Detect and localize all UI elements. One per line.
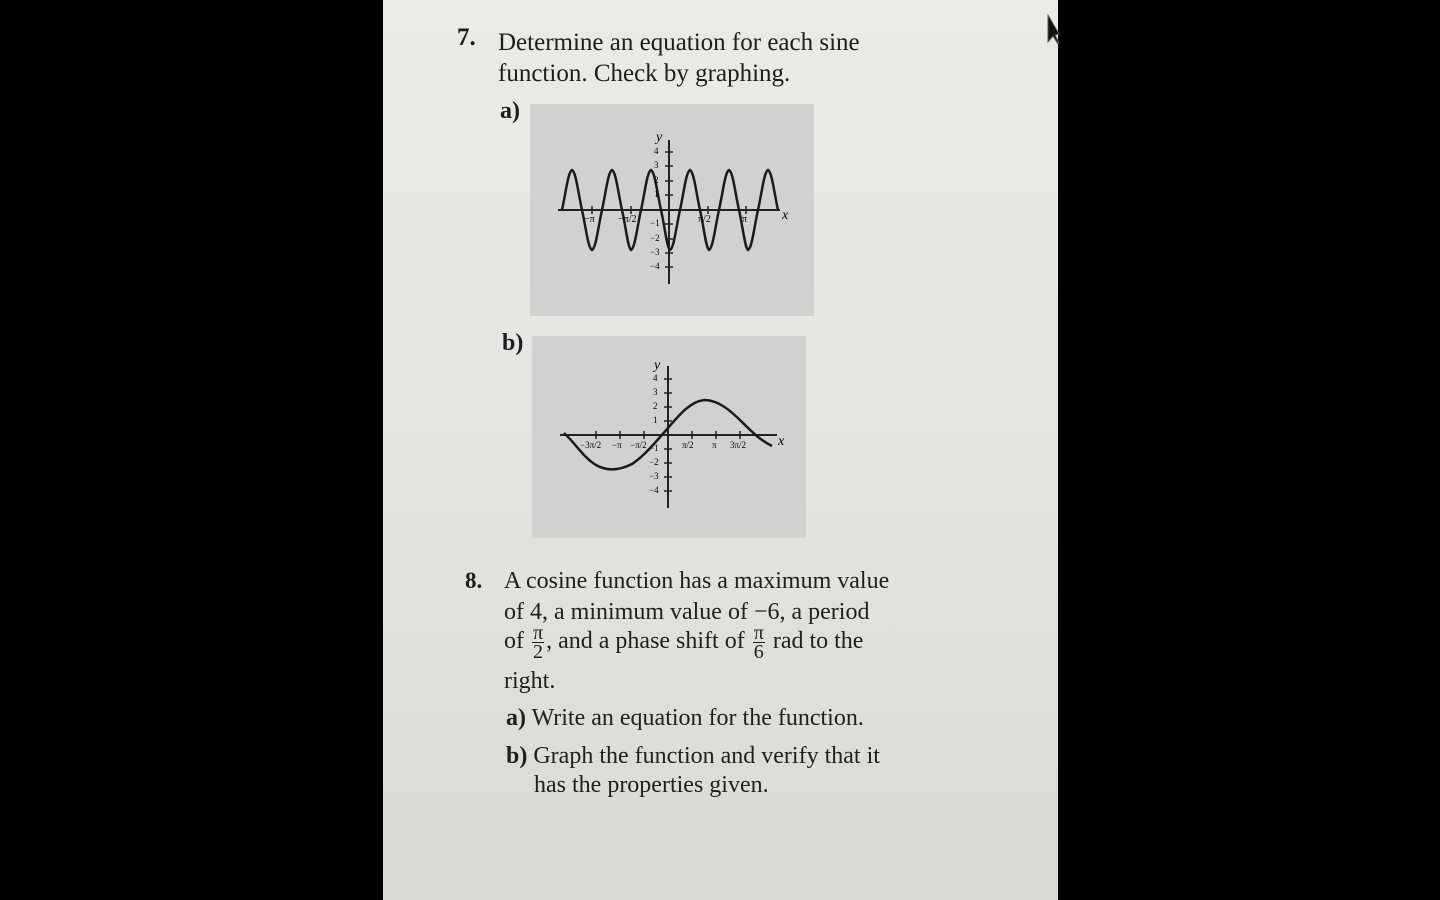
textbook-page	[383, 0, 1058, 900]
graph-b-y-tick-3: 3	[653, 387, 658, 397]
graph-a-y-tick-neg1: −1	[650, 218, 660, 228]
graph-b-y-tick-4: 4	[653, 373, 658, 383]
question-8-phase-shift-text: , and a phase shift of	[546, 628, 745, 655]
fraction-pi-over-2	[532, 624, 544, 661]
graph-b-y-tick-1: 1	[653, 415, 658, 425]
question-8-part-b-label: b)	[506, 743, 528, 769]
question-8-part-a	[506, 705, 864, 732]
fraction-pi-over-6-denominator: 6	[753, 641, 764, 663]
fraction-pi-over-6-numerator: π	[753, 622, 764, 644]
graph-a-svg	[530, 104, 814, 316]
question-8-line-4: right.	[504, 668, 556, 694]
question-8-line-1: A cosine function has a maximum value	[504, 568, 890, 594]
question-8-number: 8.	[465, 568, 483, 593]
graph-b-y-tick-neg2: −2	[649, 457, 659, 467]
question-8-part-a-text: Write an equation for the function.	[531, 705, 864, 731]
graph-b-x-label: x	[778, 434, 785, 449]
graph-a-y-tick-neg4: −4	[650, 261, 660, 271]
graph-b-x-tick-neg-3half-pi: −3π/2	[580, 440, 602, 450]
graph-b-x-tick-half-pi: π/2	[682, 440, 694, 450]
graph-b-x-tick-3half-pi: 3π/2	[730, 440, 747, 450]
graph-a-x-tick-half-pi: π/2	[698, 214, 711, 225]
question-8-part-b-line-2: has the properties given.	[534, 772, 769, 798]
graph-b-y-tick-neg1: −1	[649, 443, 659, 453]
graph-b-x-tick-pi: π	[712, 440, 717, 450]
graph-b-y-label: y	[654, 358, 661, 373]
graph-b-y-tick-neg3: −3	[649, 471, 659, 481]
graph-a-y-tick-1: 1	[654, 189, 659, 199]
fraction-pi-over-2-numerator: π	[533, 622, 544, 644]
graph-a-x-tick-pi: π	[742, 214, 748, 225]
graph-b	[532, 336, 806, 538]
graph-a-y-tick-2: 2	[654, 175, 659, 185]
question-7-line-2: function. Check by graphing.	[498, 60, 791, 87]
question-7-line-1: Determine an equation for each sine	[498, 29, 860, 56]
fraction-pi-over-6	[753, 624, 765, 661]
question-8-rad-text: rad to the	[772, 628, 864, 655]
graph-b-y-tick-neg4: −4	[649, 485, 659, 495]
graph-b-svg	[532, 336, 806, 538]
question-7-text	[498, 27, 860, 89]
question-8-part-b-text-1: Graph the function and verify that it	[533, 743, 880, 769]
graph-a-y-tick-4: 4	[654, 146, 659, 156]
question-8-line-2: of 4, a minimum value of −6, a period	[504, 599, 870, 625]
graph-a-y-tick-neg2: −2	[650, 233, 660, 243]
graph-b-y-tick-2: 2	[653, 401, 658, 411]
part-b-label: b)	[502, 330, 524, 356]
graph-a-x-tick-neg-half-pi: −π/2	[618, 214, 637, 225]
fraction-pi-over-2-denominator: 2	[533, 641, 544, 663]
graph-a-y-tick-neg3: −3	[650, 247, 660, 257]
graph-b-x-tick-neg-half-pi: −π/2	[630, 440, 647, 450]
graph-b-x-tick-neg-pi: −π	[612, 440, 622, 450]
graph-a-y-label: y	[656, 130, 663, 145]
mouse-cursor-icon	[1046, 14, 1060, 46]
question-7-number: 7.	[457, 24, 476, 51]
graph-a-y-tick-3: 3	[654, 160, 659, 170]
question-8-part-b	[506, 743, 880, 770]
graph-a-x-tick-neg-pi: −π	[584, 214, 595, 225]
graph-a-x-label: x	[782, 208, 789, 223]
graph-a	[530, 104, 814, 316]
part-a-label: a)	[500, 98, 520, 124]
question-8-part-a-label: a)	[506, 705, 526, 731]
question-8-line-3	[504, 624, 863, 661]
question-8-of: of	[504, 628, 524, 655]
